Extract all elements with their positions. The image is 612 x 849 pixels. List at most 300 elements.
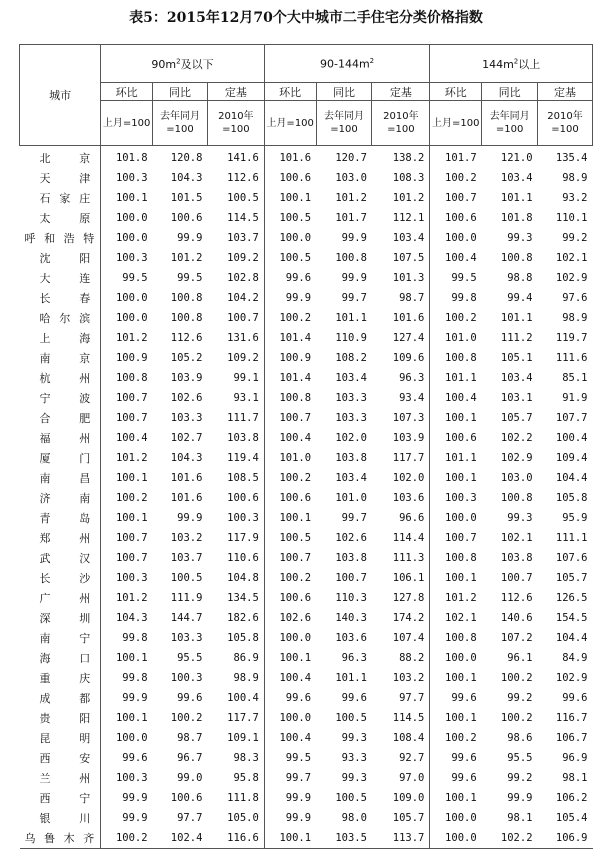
index-value: 98.0 (341, 812, 367, 824)
index-value: 126.5 (555, 592, 588, 604)
index-value: 100.1 (430, 568, 482, 588)
index-value: 100.5 (264, 248, 316, 268)
index-value: 101.5 (170, 192, 203, 204)
index-value: 102.6 (335, 532, 367, 544)
index-value: 100.6 (264, 588, 316, 608)
index-value: 100.6 (264, 488, 316, 508)
index-value: 101.1 (335, 312, 367, 324)
base-header-year-2010: 2010年=100 (372, 101, 430, 146)
index-value: 109.1 (227, 732, 259, 744)
table-row (20, 448, 593, 468)
index-value: 99.9 (101, 788, 153, 808)
index-value: 100.5 (264, 208, 316, 228)
city-name: 石家庄 (39, 192, 91, 205)
city-name: 成都 (39, 692, 91, 705)
index-value: 100.0 (264, 708, 316, 728)
table-row (20, 228, 593, 248)
index-value: 100.2 (101, 828, 153, 849)
index-value: 100.5 (227, 192, 259, 204)
table-body (20, 146, 593, 849)
index-value: 100.2 (264, 308, 316, 328)
index-value: 101.0 (335, 492, 367, 504)
index-value: 100.2 (264, 568, 316, 588)
index-value: 95.8 (233, 772, 259, 784)
index-value: 103.8 (227, 432, 259, 444)
index-value: 102.4 (170, 832, 203, 844)
index-value: 100.7 (101, 548, 153, 568)
index-value: 108.4 (392, 732, 425, 744)
index-value: 103.4 (392, 232, 425, 244)
index-value: 100.4 (430, 248, 482, 268)
index-value: 109.2 (227, 252, 259, 264)
index-value: 103.7 (227, 232, 259, 244)
index-value: 112.6 (170, 332, 203, 344)
index-value: 100.8 (500, 492, 533, 504)
index-value: 101.6 (392, 312, 425, 324)
group-header-large: $144m^2$以上 (430, 45, 593, 83)
index-value: 100.2 (430, 168, 482, 188)
index-value: 105.2 (170, 352, 203, 364)
group-header-small: $90m^2$及以下 (101, 45, 265, 83)
table-row (20, 388, 593, 408)
index-value: 101.2 (170, 252, 203, 264)
index-value: 100.1 (430, 668, 482, 688)
index-value: 99.2 (562, 232, 588, 244)
index-value: 100.2 (264, 468, 316, 488)
index-value: 103.3 (170, 412, 203, 424)
index-value: 182.6 (227, 612, 259, 624)
index-value: 100.8 (430, 348, 482, 368)
index-value: 98.9 (562, 172, 588, 184)
index-value: 101.6 (170, 472, 203, 484)
index-value: 100.7 (430, 188, 482, 208)
index-value: 100.3 (227, 512, 259, 524)
index-value: 111.7 (227, 412, 259, 424)
index-value: 103.8 (500, 552, 533, 564)
index-value: 99.6 (562, 692, 588, 704)
table-title: 表5：2015年12月70个大中城市二手住宅分类价格指数 (129, 10, 483, 26)
index-value: 100.9 (101, 348, 153, 368)
table-row (20, 788, 593, 808)
city-name: 银川 (39, 812, 91, 825)
table-row (20, 488, 593, 508)
index-value: 116.7 (555, 712, 588, 724)
index-value: 100.0 (430, 808, 482, 828)
index-value: 100.8 (264, 388, 316, 408)
base-header-last-month: 上月=100 (430, 101, 482, 146)
index-value: 100.4 (101, 428, 153, 448)
index-value: 92.7 (399, 752, 425, 764)
index-value: 98.7 (177, 732, 203, 744)
index-value: 101.7 (335, 212, 367, 224)
table-row (20, 468, 593, 488)
index-value: 93.2 (562, 192, 588, 204)
index-value: 103.3 (335, 412, 367, 424)
base-header-year-2010: 2010年=100 (538, 101, 593, 146)
table-row (20, 368, 593, 388)
index-value: 100.0 (264, 228, 316, 248)
index-value: 98.6 (507, 732, 533, 744)
index-value: 99.7 (341, 292, 367, 304)
index-value: 99.3 (507, 512, 533, 524)
table-row (20, 208, 593, 228)
index-value: 101.7 (430, 146, 482, 169)
index-value: 100.0 (101, 728, 153, 748)
index-value: 99.8 (101, 668, 153, 688)
index-value: 100.6 (170, 212, 203, 224)
index-value: 113.7 (392, 832, 425, 844)
index-value: 102.7 (170, 432, 203, 444)
table-row (20, 588, 593, 608)
index-value: 127.8 (392, 592, 425, 604)
table-row (20, 508, 593, 528)
index-value: 144.7 (170, 612, 203, 624)
index-value: 103.5 (335, 832, 367, 844)
index-value: 96.6 (399, 512, 425, 524)
index-value: 100.7 (227, 312, 259, 324)
index-value: 99.7 (264, 768, 316, 788)
table-row (20, 608, 593, 628)
city-name: 天津 (39, 172, 91, 185)
index-value: 100.7 (264, 548, 316, 568)
index-value: 103.0 (500, 472, 533, 484)
table-row (20, 188, 593, 208)
table-row (20, 728, 593, 748)
index-value: 101.2 (101, 588, 153, 608)
table-row (20, 288, 593, 308)
base-header-last-month: 上月=100 (101, 101, 153, 146)
city-name: 南宁 (39, 632, 91, 645)
index-value: 88.2 (399, 652, 425, 664)
city-name: 南京 (39, 352, 91, 365)
index-value: 100.8 (170, 292, 203, 304)
city-name: 济南 (39, 492, 91, 505)
index-value: 131.6 (227, 332, 259, 344)
index-value: 100.2 (430, 728, 482, 748)
index-value: 100.8 (500, 252, 533, 264)
index-value: 140.3 (335, 612, 367, 624)
index-value: 99.9 (341, 272, 367, 284)
city-name: 贵阳 (39, 712, 91, 725)
index-value: 109.6 (392, 352, 425, 364)
index-value: 98.1 (507, 812, 533, 824)
city-name: 哈尔滨 (39, 312, 91, 325)
city-name: 杭州 (39, 372, 91, 385)
index-value: 110.3 (335, 592, 367, 604)
index-value: 117.7 (392, 452, 425, 464)
sub-header-mom: 环比 (101, 83, 153, 101)
index-value: 100.4 (264, 668, 316, 688)
index-value: 95.5 (507, 752, 533, 764)
index-value: 102.9 (500, 452, 533, 464)
index-value: 102.1 (500, 532, 533, 544)
table-row (20, 668, 593, 688)
index-value: 100.0 (101, 208, 153, 228)
city-name: 南昌 (39, 472, 91, 485)
index-value: 100.1 (430, 788, 482, 808)
index-value: 100.8 (101, 368, 153, 388)
index-value: 140.6 (500, 612, 533, 624)
index-value: 103.4 (500, 172, 533, 184)
table-row (20, 168, 593, 188)
index-value: 109.4 (555, 452, 588, 464)
index-value: 110.1 (555, 212, 588, 224)
index-value: 100.3 (101, 168, 153, 188)
index-value: 99.5 (101, 268, 153, 288)
table-row (20, 768, 593, 788)
index-value: 117.9 (227, 532, 259, 544)
index-value: 102.8 (227, 272, 259, 284)
index-value: 102.2 (500, 432, 533, 444)
index-value: 99.9 (264, 808, 316, 828)
index-value: 100.3 (430, 488, 482, 508)
index-value: 100.1 (101, 508, 153, 528)
index-value: 100.0 (430, 648, 482, 668)
table-row (20, 428, 593, 448)
price-index-table (19, 44, 593, 849)
index-value: 103.2 (392, 672, 425, 684)
city-name: 广州 (39, 592, 91, 605)
index-value: 100.7 (500, 572, 533, 584)
index-value: 101.1 (500, 312, 533, 324)
index-value: 103.0 (335, 172, 367, 184)
index-value: 100.2 (430, 308, 482, 328)
index-value: 99.5 (177, 272, 203, 284)
index-value: 120.7 (335, 152, 367, 164)
index-value: 99.2 (507, 772, 533, 784)
city-name: 海口 (39, 652, 91, 665)
index-value: 103.4 (500, 372, 533, 384)
index-value: 99.8 (430, 288, 482, 308)
index-value: 105.4 (555, 812, 588, 824)
city-name: 深圳 (39, 612, 91, 625)
index-value: 100.7 (101, 528, 153, 548)
index-value: 101.4 (264, 368, 316, 388)
index-value: 101.2 (392, 192, 425, 204)
index-value: 102.6 (170, 392, 203, 404)
city-name: 武汉 (39, 552, 91, 565)
index-value: 107.7 (555, 412, 588, 424)
index-value: 112.6 (227, 172, 259, 184)
index-value: 99.6 (177, 692, 203, 704)
table-row (20, 528, 593, 548)
index-value: 105.0 (227, 812, 259, 824)
index-value: 103.3 (170, 632, 203, 644)
index-value: 99.9 (507, 792, 533, 804)
index-value: 99.6 (264, 268, 316, 288)
index-value: 101.8 (101, 146, 153, 169)
index-value: 99.6 (430, 768, 482, 788)
table-row (20, 308, 593, 328)
table-header (20, 45, 593, 146)
index-value: 127.4 (392, 332, 425, 344)
index-value: 100.8 (170, 312, 203, 324)
table-row (20, 628, 593, 648)
index-value: 99.9 (177, 512, 203, 524)
index-value: 101.3 (392, 272, 425, 284)
index-value: 101.1 (430, 448, 482, 468)
index-value: 104.3 (170, 452, 203, 464)
index-value: 102.1 (430, 608, 482, 628)
index-value: 100.3 (101, 568, 153, 588)
index-value: 86.9 (233, 652, 259, 664)
index-value: 112.1 (392, 212, 425, 224)
index-value: 106.1 (392, 572, 425, 584)
index-value: 100.6 (170, 792, 203, 804)
group-header-medium: $90-144m^2$ (264, 45, 430, 83)
index-value: 112.6 (500, 592, 533, 604)
index-value: 101.2 (101, 328, 153, 348)
index-value: 134.5 (227, 592, 259, 604)
base-header-last-month: 上月=100 (264, 101, 316, 146)
index-value: 100.9 (264, 348, 316, 368)
index-value: 174.2 (392, 612, 425, 624)
table-row (20, 408, 593, 428)
index-value: 99.9 (177, 232, 203, 244)
index-value: 99.6 (430, 688, 482, 708)
index-value: 101.2 (430, 588, 482, 608)
index-value: 103.8 (335, 552, 367, 564)
index-value: 100.8 (430, 628, 482, 648)
index-value: 103.4 (335, 372, 367, 384)
index-value: 100.4 (555, 432, 588, 444)
index-value: 84.9 (562, 652, 588, 664)
city-name: 昆明 (39, 732, 91, 745)
index-value: 107.3 (392, 412, 425, 424)
index-value: 100.4 (430, 388, 482, 408)
index-value: 95.5 (177, 652, 203, 664)
index-value: 114.5 (227, 212, 259, 224)
index-value: 98.3 (233, 752, 259, 764)
index-value: 97.7 (399, 692, 425, 704)
index-value: 100.1 (101, 188, 153, 208)
index-value: 97.6 (562, 292, 588, 304)
index-value: 102.9 (555, 672, 588, 684)
index-value: 98.8 (507, 272, 533, 284)
index-value: 102.6 (264, 608, 316, 628)
index-value: 103.8 (335, 452, 367, 464)
city-name: 沈阳 (39, 252, 91, 265)
index-value: 102.1 (555, 252, 588, 264)
index-value: 101.1 (500, 192, 533, 204)
index-value: 100.1 (430, 408, 482, 428)
index-value: 99.7 (341, 512, 367, 524)
sub-header-mom: 环比 (430, 83, 482, 101)
city-name: 北京 (39, 152, 91, 165)
index-value: 98.1 (562, 772, 588, 784)
index-value: 107.4 (392, 632, 425, 644)
base-header-year-2010: 2010年=100 (207, 101, 264, 146)
index-value: 100.7 (101, 388, 153, 408)
city-name: 长春 (39, 292, 91, 305)
index-value: 100.4 (227, 692, 259, 704)
index-value: 103.4 (335, 472, 367, 484)
index-value: 100.6 (430, 208, 482, 228)
city-name: 乌鲁木齐 (24, 832, 95, 845)
index-value: 98.9 (562, 312, 588, 324)
index-value: 111.3 (392, 552, 425, 564)
index-value: 100.2 (170, 712, 203, 724)
index-value: 99.3 (341, 772, 367, 784)
index-value: 99.9 (264, 288, 316, 308)
index-value: 98.7 (399, 292, 425, 304)
base-header-last-year: 去年同月=100 (316, 101, 372, 146)
table-row (20, 688, 593, 708)
index-value: 100.7 (101, 408, 153, 428)
index-value: 99.9 (264, 788, 316, 808)
index-value: 101.1 (430, 368, 482, 388)
index-value: 108.3 (392, 172, 425, 184)
base-header-last-year: 去年同月=100 (153, 101, 208, 146)
table-row (20, 248, 593, 268)
index-value: 119.7 (555, 332, 588, 344)
index-value: 100.0 (430, 828, 482, 849)
index-value: 111.1 (555, 532, 588, 544)
table-row (20, 828, 593, 849)
index-value: 100.6 (264, 168, 316, 188)
table-row (20, 348, 593, 368)
index-value: 96.9 (562, 752, 588, 764)
index-value: 109.2 (227, 352, 259, 364)
index-value: 100.5 (335, 712, 367, 724)
table-row (20, 268, 593, 288)
index-value: 100.0 (264, 628, 316, 648)
index-value: 96.1 (507, 652, 533, 664)
index-value: 111.9 (170, 592, 203, 604)
index-value: 101.4 (264, 328, 316, 348)
index-value: 105.1 (500, 352, 533, 364)
index-value: 114.4 (392, 532, 425, 544)
index-value: 105.7 (555, 572, 588, 584)
index-value: 100.3 (101, 248, 153, 268)
index-value: 102.0 (392, 472, 425, 484)
index-value: 96.3 (399, 372, 425, 384)
table-row (20, 748, 593, 768)
index-value: 103.3 (335, 392, 367, 404)
index-value: 96.3 (341, 652, 367, 664)
city-name: 合肥 (39, 412, 91, 425)
index-value: 100.2 (101, 488, 153, 508)
index-value: 138.2 (392, 152, 425, 164)
index-value: 116.6 (227, 832, 259, 844)
index-value: 110.9 (335, 332, 367, 344)
table-row (20, 808, 593, 828)
index-value: 100.1 (101, 708, 153, 728)
city-name: 重庆 (39, 672, 91, 685)
index-value: 100.8 (430, 548, 482, 568)
index-value: 119.4 (227, 452, 259, 464)
city-name: 呼和浩特 (24, 232, 95, 245)
index-value: 104.8 (227, 572, 259, 584)
index-value: 95.9 (562, 512, 588, 524)
index-value: 99.9 (101, 688, 153, 708)
city-name: 宁波 (39, 392, 91, 405)
city-name: 福州 (39, 432, 91, 445)
city-name: 大连 (39, 272, 91, 285)
index-value: 99.6 (341, 692, 367, 704)
index-value: 100.4 (264, 428, 316, 448)
index-value: 114.5 (392, 712, 425, 724)
index-value: 101.0 (264, 448, 316, 468)
sub-header-yoy: 同比 (153, 83, 208, 101)
index-value: 100.1 (430, 708, 482, 728)
index-value: 100.5 (335, 792, 367, 804)
city-name: 西安 (39, 752, 91, 765)
index-value: 99.9 (341, 232, 367, 244)
index-value: 105.8 (555, 492, 588, 504)
sub-header-yoy: 同比 (316, 83, 372, 101)
index-value: 105.7 (500, 412, 533, 424)
